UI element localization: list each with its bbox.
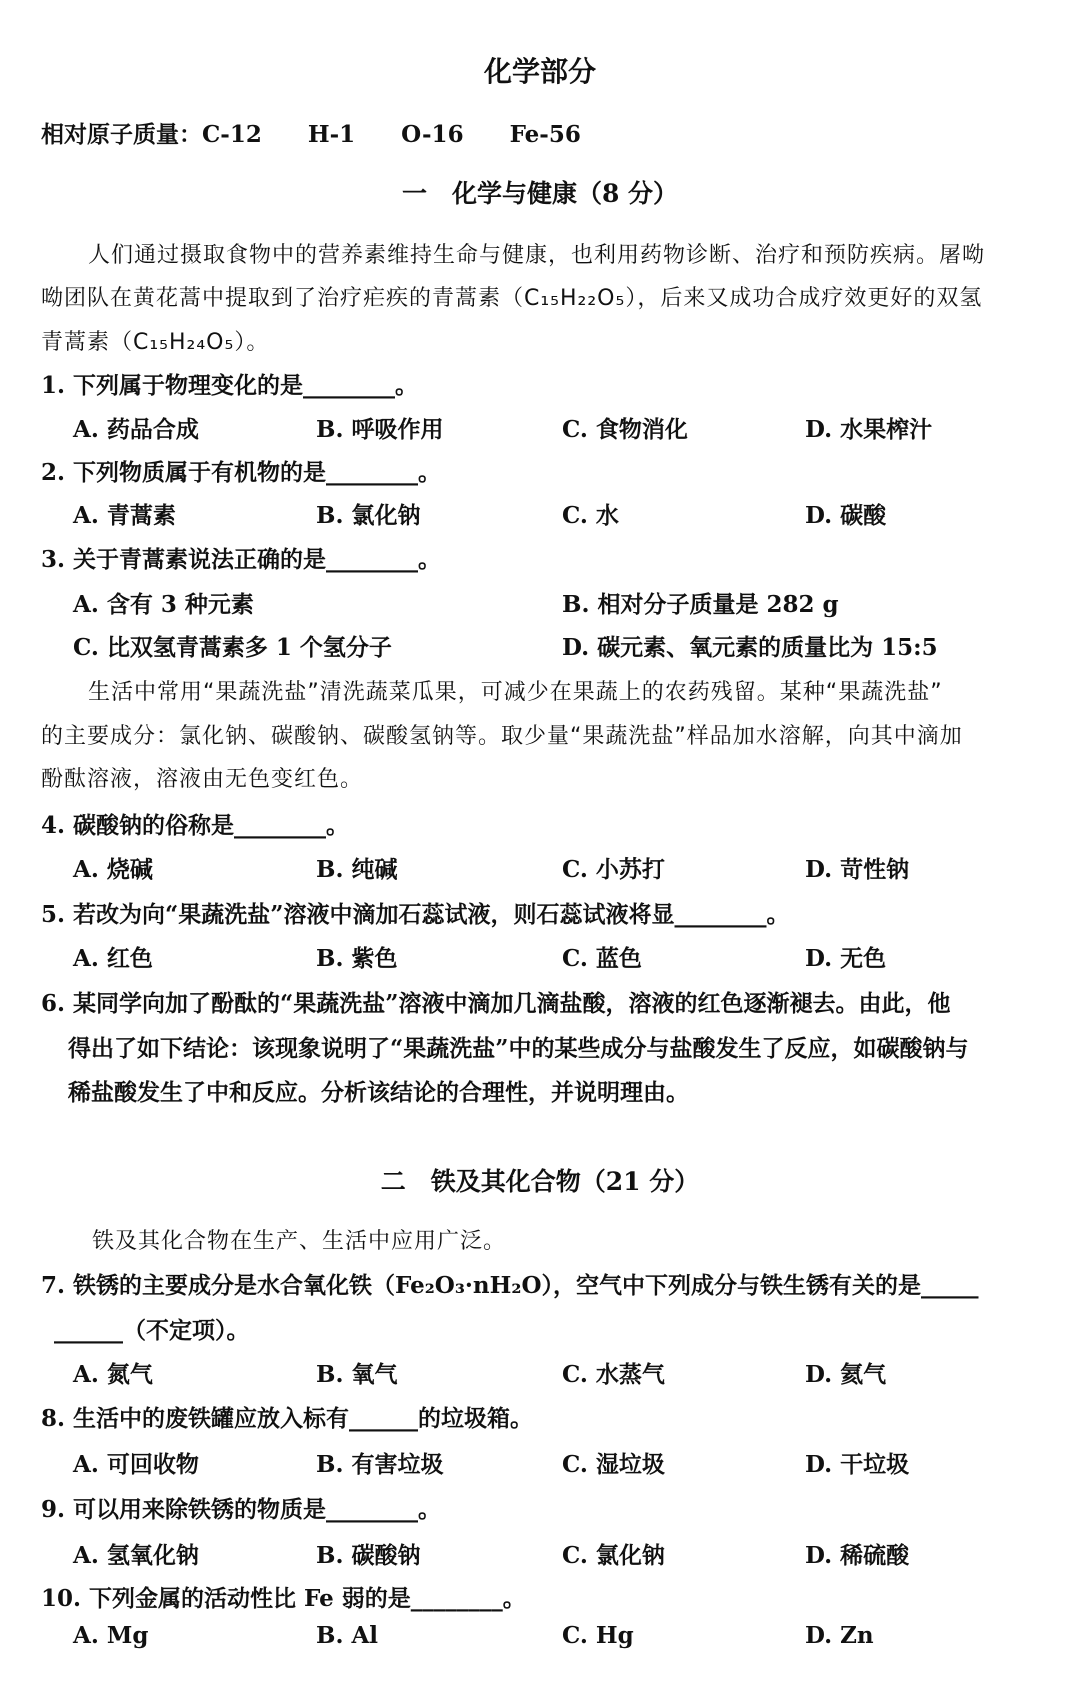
- option: A. 氢氧化钠: [73, 1542, 199, 1569]
- question-4: 4. 碳酸钠的俗称是________。: [41, 812, 350, 839]
- option: B. Al: [316, 1622, 379, 1649]
- option: C. 水: [562, 502, 619, 529]
- question-6-line: 得出了如下结论：该现象说明了“果蔬洗盐”中的某些成分与盐酸发生了反应，如碳酸钠与: [68, 1035, 969, 1062]
- option: C. 湿垃圾: [562, 1451, 665, 1478]
- option: B. 紫色: [316, 945, 398, 972]
- paragraph-line: 的主要成分：氯化钠、碳酸钠、碳酸氢钠等。取少量“果蔬洗盐”样品加水溶解，向其中滴加: [41, 724, 963, 749]
- option: D. 碳元素、氧元素的质量比为 15:5: [562, 634, 938, 661]
- option: C. 食物消化: [562, 416, 688, 443]
- option: C. 小苏打: [562, 856, 665, 883]
- question-2: 2. 下列物质属于有机物的是________。: [41, 459, 442, 486]
- question-8: 8. 生活中的废铁罐应放入标有______的垃圾箱。: [41, 1405, 534, 1432]
- paragraph-line: 青蒿素（C₁₅H₂₄O₅）。: [41, 330, 270, 355]
- question-7: 7. 铁锈的主要成分是水合氧化铁（Fe₂O₃·nH₂O），空气中下列成分与铁生锈有关的是_____: [41, 1272, 979, 1299]
- section1-heading: 一 化学与健康（8 分）: [401, 179, 679, 208]
- option: A. 含有 3 种元素: [73, 591, 254, 618]
- option: B. 氧气: [316, 1361, 398, 1388]
- option: A. 烧碱: [73, 856, 153, 883]
- page-title: 化学部分: [483, 55, 596, 88]
- question-7-line: ______（不定项）。: [54, 1317, 250, 1344]
- question-10: 10. 下列金属的活动性比 Fe 弱的是________。: [41, 1585, 526, 1612]
- option: A. 可回收物: [73, 1451, 199, 1478]
- section2-intro: 铁及其化合物在生产、生活中应用广泛。: [92, 1229, 507, 1254]
- option: B. 氯化钠: [316, 502, 421, 529]
- question-6: 6. 某同学向加了酚酞的“果蔬洗盐”溶液中滴加几滴盐酸，溶液的红色逐渐褪去。由此，他: [41, 990, 951, 1017]
- option: D. 苛性钠: [805, 856, 910, 883]
- atomic-mass-line: 相对原子质量：C-12 H-1 O-16 Fe-56: [41, 121, 581, 148]
- option: C. 氯化钠: [562, 1542, 665, 1569]
- option: D. Zn: [805, 1622, 874, 1649]
- question-9: 9. 可以用来除铁锈的物质是________。: [41, 1496, 442, 1523]
- option: B. 相对分子质量是 282 g: [562, 591, 839, 618]
- question-6-line: 稀盐酸发生了中和反应。分析该结论的合理性，并说明理由。: [68, 1079, 689, 1106]
- paragraph-line: 人们通过摄取食物中的营养素维持生命与健康，也利用药物诊断、治疗和预防疾病。屠呦: [88, 243, 986, 268]
- option: B. 碳酸钠: [316, 1542, 421, 1569]
- option: A. 青蒿素: [73, 502, 176, 529]
- option: A. 氮气: [73, 1361, 153, 1388]
- question-3: 3. 关于青蒿素说法正确的是________。: [41, 546, 442, 573]
- question-5: 5. 若改为向“果蔬洗盐”溶液中滴加石蕊试液，则石蕊试液将显________。: [41, 901, 790, 928]
- option: A. Mg: [73, 1622, 149, 1649]
- option: B. 纯碱: [316, 856, 398, 883]
- paragraph-line: 酚酞溶液，溶液由无色变红色。: [41, 767, 364, 792]
- option: C. Hg: [562, 1622, 634, 1649]
- option: C. 蓝色: [562, 945, 642, 972]
- paragraph-line: 生活中常用“果蔬洗盐”清洗蔬菜瓜果，可减少在果蔬上的农药残留。某种“果蔬洗盐”: [88, 680, 943, 705]
- option: B. 有害垃圾: [316, 1451, 444, 1478]
- option: A. 红色: [73, 945, 153, 972]
- option: D. 干垃圾: [805, 1451, 910, 1478]
- option: C. 水蒸气: [562, 1361, 665, 1388]
- option: D. 稀硫酸: [805, 1542, 910, 1569]
- section2-heading: 二 铁及其化合物（21 分）: [380, 1167, 700, 1196]
- question-1: 1. 下列属于物理变化的是________。: [41, 372, 419, 399]
- paragraph-line: 呦团队在黄花蒿中提取到了治疗疟疾的青蒿素（C₁₅H₂₂O₅），后来又成功合成疗效更好的双氢: [41, 286, 983, 311]
- option: C. 比双氢青蒿素多 1 个氢分子: [73, 634, 392, 661]
- option: D. 水果榨汁: [805, 416, 933, 443]
- option: B. 呼吸作用: [316, 416, 444, 443]
- option: D. 无色: [805, 945, 887, 972]
- option: A. 药品合成: [73, 416, 199, 443]
- option: D. 氦气: [805, 1361, 887, 1388]
- option: D. 碳酸: [805, 502, 887, 529]
